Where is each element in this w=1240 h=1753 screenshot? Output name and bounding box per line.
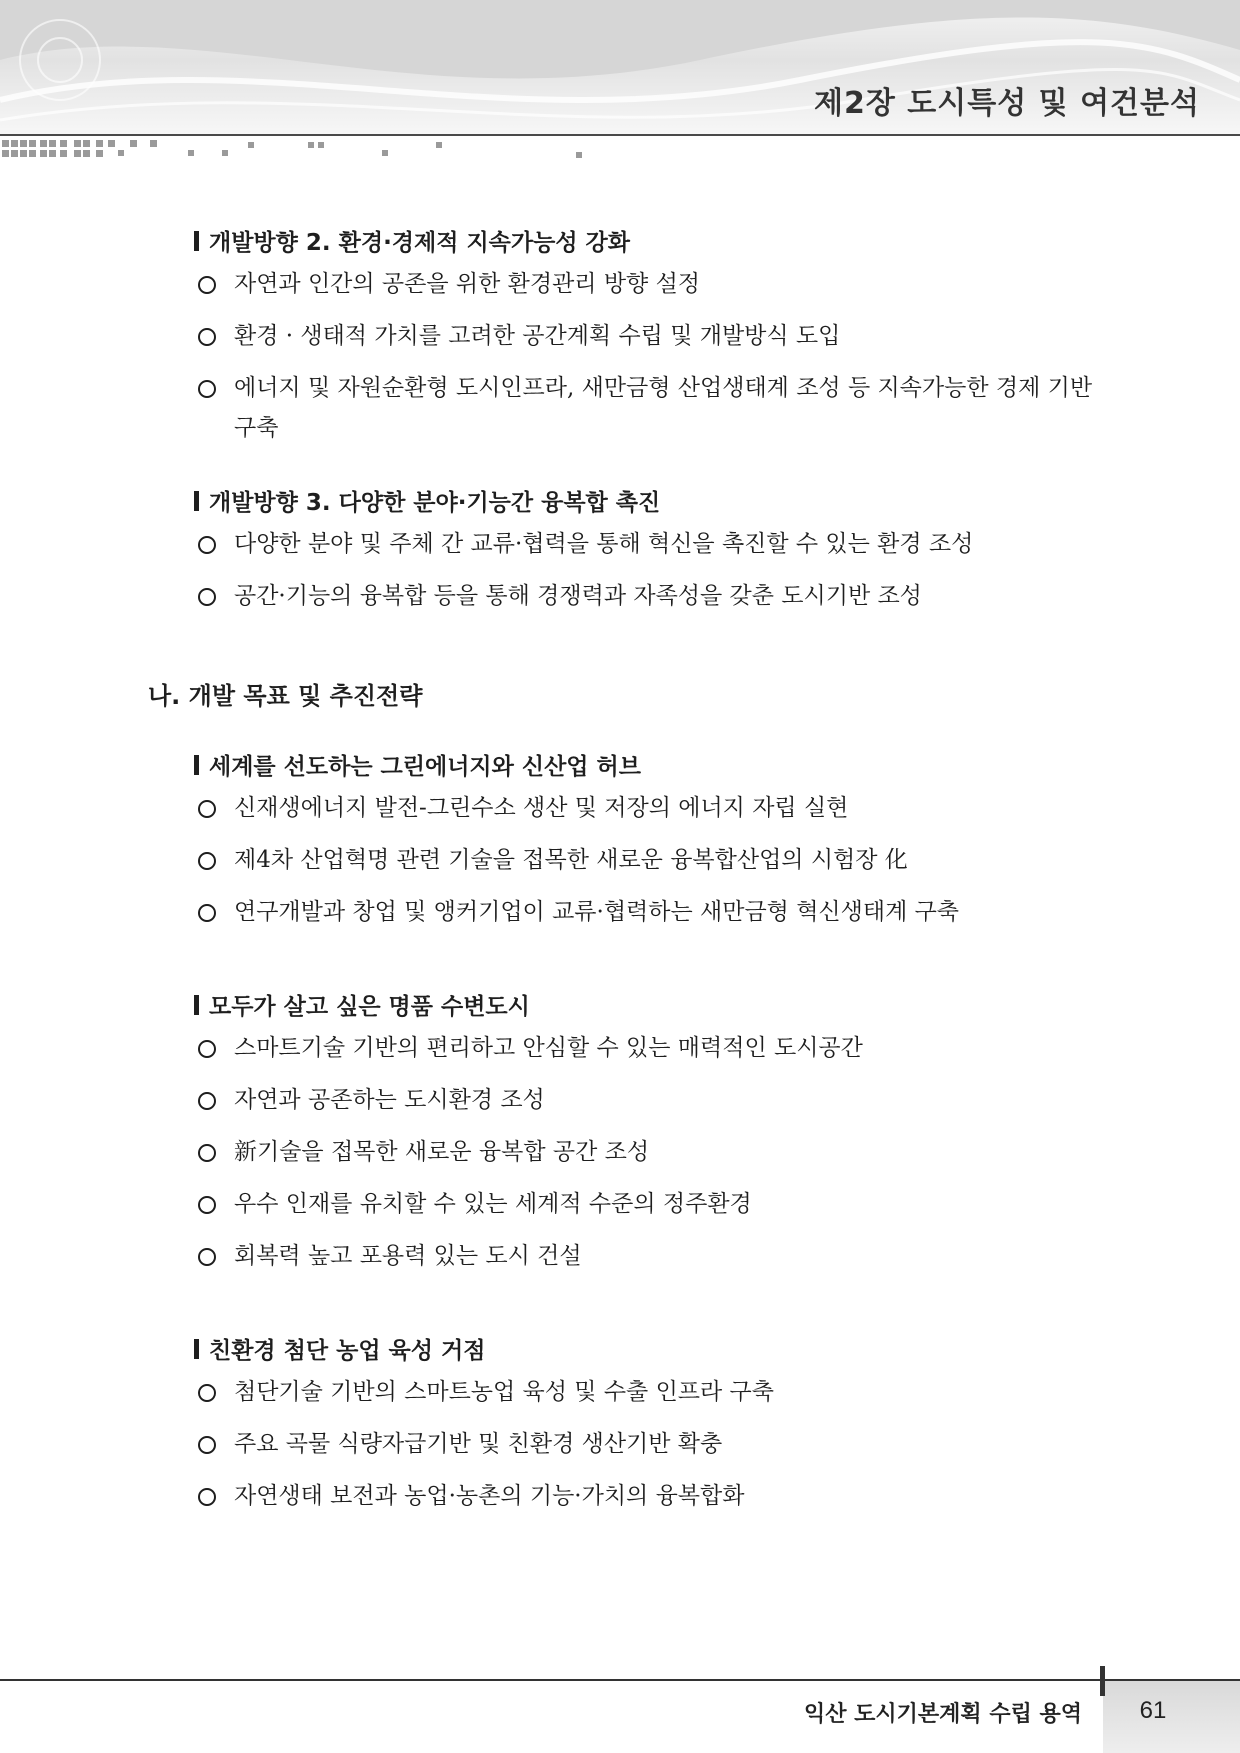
page-number: 61	[1139, 1697, 1167, 1724]
strategy-heading	[194, 988, 530, 1021]
list-item: 주요 곡물 식량자급기반 및 친환경 생산기반 확충	[198, 1424, 1118, 1464]
circle-bullet-icon	[198, 588, 216, 606]
footer-divider	[0, 1679, 1240, 1681]
circle-bullet-icon	[198, 852, 216, 870]
list-item: 첨단기술 기반의 스마트농업 육성 및 수출 인프라 구축	[198, 1372, 1118, 1412]
list-item: 자연생태 보전과 농업·농촌의 기능·가치의 융복합화	[198, 1476, 1118, 1516]
circle-bullet-icon	[198, 800, 216, 818]
strategy-heading-text: 세계를 선도하는 그린에너지와 신산업 허브	[209, 754, 641, 780]
heading-bar-marker	[194, 995, 199, 1015]
circle-bullet-icon	[198, 904, 216, 922]
group-heading	[194, 484, 660, 517]
list-item: 환경 · 생태적 가치를 고려한 공간계획 수립 및 개발방식 도입	[198, 316, 1118, 356]
list-item: 에너지 및 자원순환형 도시인프라, 새만금형 산업생태계 조성 등 지속가능한 경제 기반 구축	[198, 368, 1118, 448]
footer-tick-mark	[1100, 1666, 1105, 1696]
group-heading-text: 개발방향 2. 환경·경제적 지속가능성 강화	[209, 230, 630, 256]
group-heading-text: 개발방향 3. 다양한 분야·기능간 융복합 촉진	[209, 490, 661, 516]
circle-bullet-icon	[198, 1488, 216, 1506]
list-item: 자연과 인간의 공존을 위한 환경관리 방향 설정	[198, 264, 1118, 304]
circle-bullet-icon	[198, 1144, 216, 1162]
chapter-title: 제2장 도시특성 및 여건분석	[814, 86, 1200, 121]
circle-bullet-icon	[198, 328, 216, 346]
heading-bar-marker	[194, 1339, 199, 1359]
circle-bullet-icon	[198, 380, 216, 398]
list-item: 신재생에너지 발전-그린수소 생산 및 저장의 에너지 자립 실현	[198, 788, 1118, 828]
list-item: 제4차 산업혁명 관련 기술을 접목한 새로운 융복합산업의 시험장 化	[198, 840, 1118, 880]
circle-bullet-icon	[198, 1384, 216, 1402]
list-item: 연구개발과 창업 및 앵커기업이 교류·협력하는 새만금형 혁신생태계 구축	[198, 892, 1118, 932]
header-divider	[0, 134, 1240, 136]
circle-bullet-icon	[198, 1436, 216, 1454]
list-item: 회복력 높고 포용력 있는 도시 건설	[198, 1236, 1118, 1276]
decorative-squares	[0, 138, 600, 162]
list-item: 新기술을 접목한 새로운 융복합 공간 조성	[198, 1132, 1118, 1172]
list-item: 다양한 분야 및 주체 간 교류·협력을 통해 혁신을 촉진할 수 있는 환경 조성	[198, 524, 1118, 564]
section-heading: 나. 개발 목표 및 추진전략	[148, 682, 423, 710]
strategy-heading-text: 모두가 살고 싶은 명품 수변도시	[209, 994, 530, 1020]
circle-bullet-icon	[198, 1248, 216, 1266]
strategy-heading	[194, 748, 641, 781]
heading-bar-marker	[194, 491, 199, 511]
list-item: 공간·기능의 융복합 등을 통해 경쟁력과 자족성을 갖춘 도시기반 조성	[198, 576, 1118, 616]
heading-bar-marker	[194, 755, 199, 775]
circle-bullet-icon	[198, 536, 216, 554]
circle-bullet-icon	[198, 1092, 216, 1110]
strategy-heading	[194, 1332, 485, 1365]
circle-bullet-icon	[198, 1196, 216, 1214]
circle-bullet-icon	[198, 1040, 216, 1058]
list-item: 스마트기술 기반의 편리하고 안심할 수 있는 매력적인 도시공간	[198, 1028, 1118, 1068]
list-item: 자연과 공존하는 도시환경 조성	[198, 1080, 1118, 1120]
list-item: 우수 인재를 유치할 수 있는 세계적 수준의 정주환경	[198, 1184, 1118, 1224]
circle-bullet-icon	[198, 276, 216, 294]
heading-bar-marker	[194, 231, 199, 251]
footer-title: 익산 도시기본계획 수립 용역	[803, 1702, 1082, 1727]
group-heading	[194, 224, 630, 257]
strategy-heading-text: 친환경 첨단 농업 육성 거점	[209, 1338, 486, 1364]
